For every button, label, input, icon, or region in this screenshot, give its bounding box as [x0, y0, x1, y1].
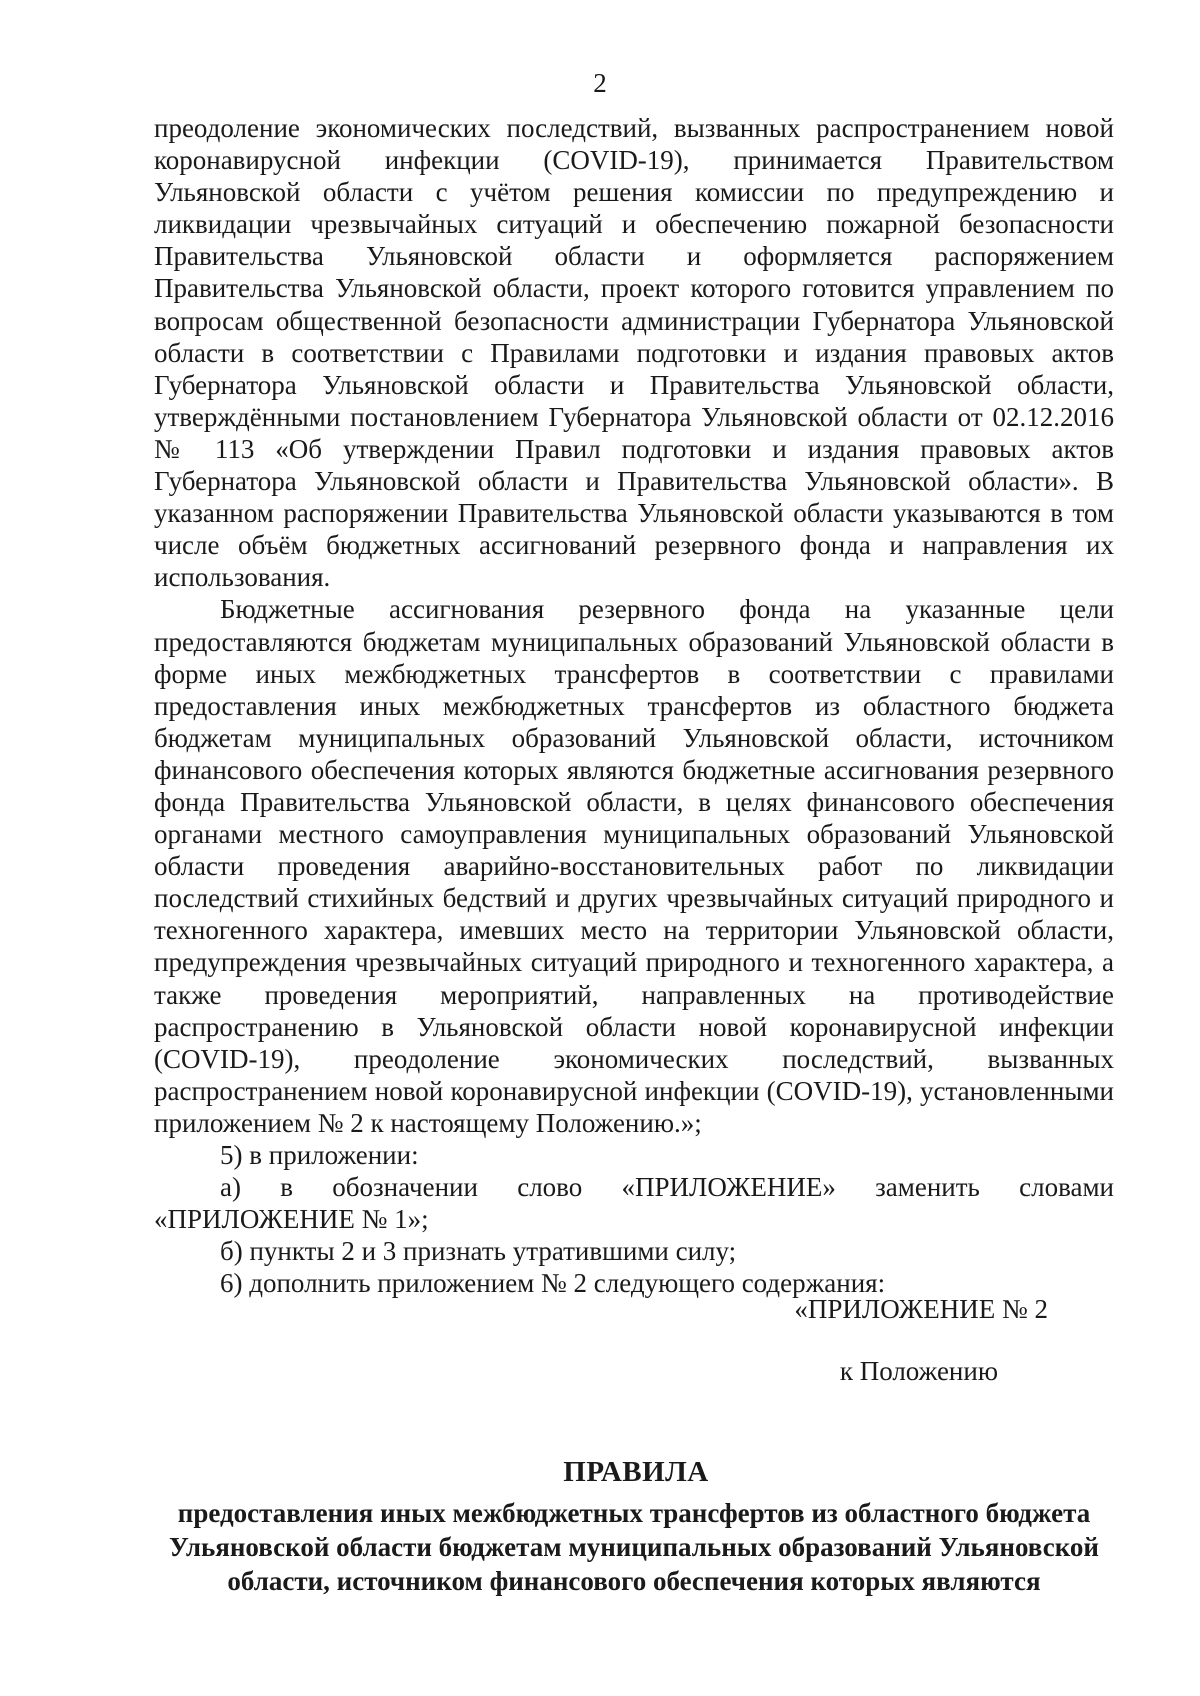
document-body [154, 112, 1114, 1299]
rules-title: ПРАВИЛА [563, 1456, 709, 1488]
paragraph-item-a: а) в обозначении слово «ПРИЛОЖЕНИЕ» заменить словами «ПРИЛОЖЕНИЕ № 1»; [154, 1172, 1114, 1235]
paragraph-item-6: 6) дополнить приложением № 2 следующего содержания: [220, 1268, 886, 1299]
paragraph-item-5: 5) в приложении: [220, 1140, 419, 1170]
rules-subtitle: предоставления иных межбюджетных трансфертов из областного бюджета Ульяновской области бюджетам муниципальных образований Ульяновской области, источником финансового обеспечения которых являются [169, 1498, 1099, 1596]
appendix-reference: к Положению [839, 1356, 998, 1386]
page-number: 2 [593, 68, 607, 98]
paragraph-continuation: преодоление экономических последствий, вызванных распространением новой коронавирусной инфекции (COVID-19), принимается Правительством Ульяновской области с учётом решения комиссии по предупреждению и ликвидации чрезвычайных ситуаций и обеспечению пожарной безопасности Правительства Ульяновской области и оформляется распоряжением Правительства Ульяновской области, проект которого готовится управлением по вопросам общественной безопасности администрации Губернатора Ульяновской области в соответствии с Правилами подготовки и издания правовых актов Губернатора Ульяновской области и Правительства Ульяновской области, утверждёнными постановлением Губернатора Ульяновской области от 02.12.2016 № 113 «Об утверждении Правил подготовки и издания правовых актов Губернатора Ульяновской области и Правительства Ульяновской области». В указанном распоряжении Правительства Ульяновской области указываются в том числе объём бюджетных ассигнований резервного фонда и направления их использования. [154, 113, 1114, 593]
appendix-label: «ПРИЛОЖЕНИЕ № 2 [794, 1294, 1048, 1324]
paragraph-item-b: б) пункты 2 и 3 признать утратившими силу; [220, 1236, 737, 1267]
paragraph-budget-allocations: Бюджетные ассигнования резервного фонда на указанные цели предоставляются бюджетам муниципальных образований Ульяновской области в форме иных межбюджетных трансфертов в соответствии с правилами предоставления иных межбюджетных трансфертов из областного бюджета бюджетам муниципальных образований Ульяновской области, источником финансового обеспечения которых являются бюджетные ассигнования резервного фонда Правительства Ульяновской области, в целях финансового обеспечения органами местного самоуправления муниципальных образований Ульяновской области проведения аварийно-восстановительных работ по ликвидации последствий стихийных бедствий и других чрезвычайных ситуаций природного и техногенного характера, имевших место на территории Ульяновской области, предупреждения чрезвычайных ситуаций природного и техногенного характера, а также проведения мероприятий, направленных на противодействие распространению в Ульяновской области новой коронавирусной инфекции (COVID-19), преодоление экономических последствий, вызванных распространением новой коронавирусной инфекции (COVID-19), установленными приложением № 2 к настоящему Положению.»; [154, 594, 1114, 1138]
